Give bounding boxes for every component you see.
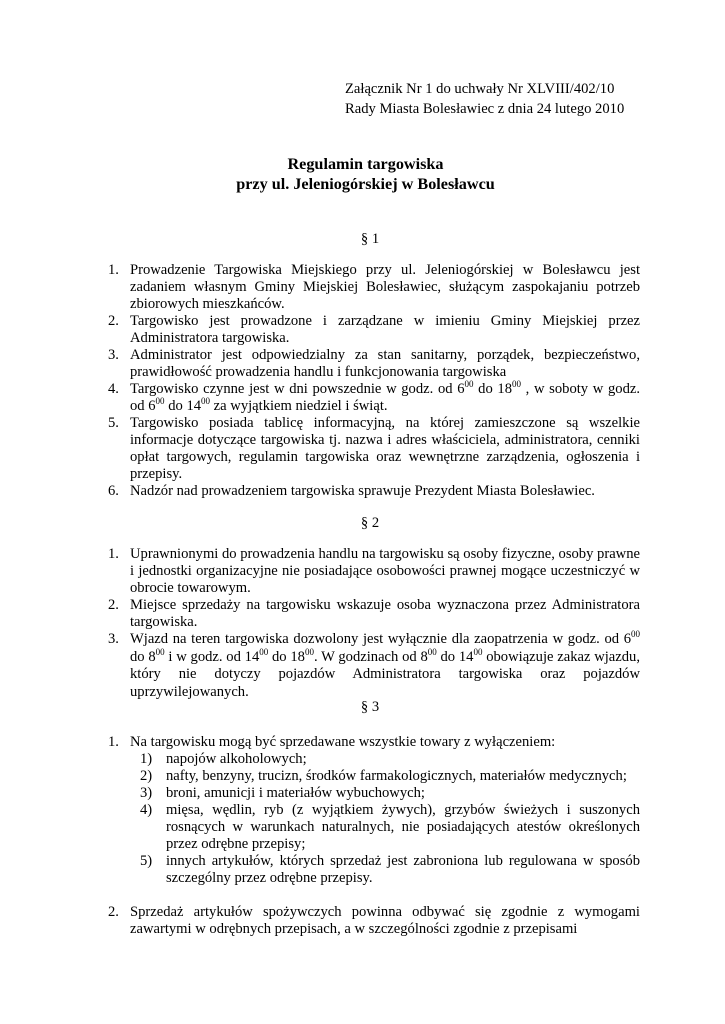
list-item [108,483,640,500]
list-item [108,734,640,887]
list-item [108,629,640,701]
item-number: 1. [108,734,119,750]
item-text: Miejsce sprzedaży na targowisku wskazuje osoba wyznaczona przez Administratora targowiska. [130,597,640,630]
sub-item-text: broni, amunicji i materiałów wybuchowych; [166,785,425,801]
item-text: Targowisko posiada tablicę informacyjną, na której zamieszczone są wszelkie informacje dotyczące targowiska tj. nazwa i adres właściciela, administratora, cenniki opłat targowych, regulamin targowiska oraz wewnętrzne zarządzenia, ogłoszenia i przepisy. [130,415,640,482]
section-1-heading: § 1 [360,231,380,247]
exclusion-list [130,751,640,887]
sub-list-item [130,802,640,853]
sub-item-text: nafty, benzyny, trucizn, środków farmakologicznych, materiałów medycznych; [166,768,627,784]
item-number: 2. [108,313,119,329]
item-text: Targowisko jest prowadzone i zarządzane w imieniu Gminy Miejskiej przez Administratora targowiska. [130,313,640,346]
item-number: 3. [108,347,119,363]
item-number: 6. [108,483,119,499]
section-3-list [108,734,640,938]
item-number: 3. [108,631,119,647]
sub-item-number: 1) [140,751,153,767]
sub-item-number: 5) [140,853,153,869]
sub-item-number: 2) [140,768,153,784]
item-number: 2. [108,597,119,613]
sub-list-item [130,853,640,887]
sub-item-text: mięsa, wędlin, ryb (z wyjątkiem żywych), grzybów świeżych i suszonych rosnących w warunkach naturalnych, nie posiadających atestów określonych przez odrębne przepisy; [166,802,640,852]
sub-item-number: 3) [140,785,153,801]
section-3-heading: § 3 [360,699,380,715]
sub-item-text: innych artykułów, których sprzedaż jest zabroniona lub regulowana w sposób szczególny przez odrębne przepisy. [166,853,640,886]
list-item [108,347,640,381]
section-1-list [108,262,640,500]
section-2-heading: § 2 [360,515,380,531]
document-title [0,154,725,194]
title-line-1: Regulamin targowiska [287,155,444,173]
title-line-2: przy ul. Jeleniogórskiej w Bolesławcu [236,175,495,193]
item-text: Targowisko czynne jest w dni powszednie w godz. od $6^{00}$ do $18^{00}$ , w soboty w godz. od $6^{00}$ do $14^{00}$ za wyjątkiem niedziel i świąt. [130,379,640,414]
item-text: Wjazd na teren targowiska dozwolony jest wyłącznie dla zaopatrzenia w godz. od $6^{00}$ do $8^{00}$ i w godz. od $14^{00}$ do $18^{00}$. W godzinach od $8^{00}$ do $14^{00}$ obowiązuje zakaz wjazdu, który nie dotyczy pojazdów Administratora targowiska oraz pojazdów uprzywilejowanych. [130,629,640,700]
list-item [108,262,640,313]
sub-list-item [130,785,640,802]
list-item [108,546,640,597]
item-number: 4. [108,381,119,397]
list-item [108,597,640,631]
list-item [108,415,640,483]
list-item [108,379,640,415]
attachment-line-2: Rady Miasta Bolesławiec z dnia 24 lutego 2010 [345,101,625,117]
item-text: Prowadzenie Targowiska Miejskiego przy ul. Jeleniogórskiej w Bolesławcu jest zadaniem własnym Gminy Miejskiej Bolesławiec, służącym zaspokajaniu potrzeb zbiorowych mieszkańców. [130,262,640,312]
item-text: Administrator jest odpowiedzialny za stan sanitarny, porządek, bezpieczeństwo, prawidłowość prowadzenia handlu i funkcjonowania targowiska [130,347,640,380]
item-text: Uprawnionymi do prowadzenia handlu na targowisku są osoby fizyczne, osoby prawne i jednostki organizacyjne nie posiadające osobowości prawnej mogące uczestniczyć w obrocie towarowym. [130,546,640,596]
section-2-list [108,546,640,701]
item-number: 1. [108,262,119,278]
item-text: Nadzór nad prowadzeniem targowiska sprawuje Prezydent Miasta Bolesławiec. [130,483,595,499]
attachment-note [345,79,624,119]
sub-list-item [130,768,640,785]
item-number: 2. [108,904,119,920]
list-item [108,904,640,938]
sub-list-item [130,751,640,768]
item-number: 5. [108,415,119,431]
item-text: Na targowisku mogą być sprzedawane wszystkie towary z wyłączeniem: [130,734,556,750]
item-text: Sprzedaż artykułów spożywczych powinna odbywać się zgodnie z wymogami zawartymi w odrębnych przepisach, a w szczególności zgodnie z przepisami [130,904,640,937]
item-number: 1. [108,546,119,562]
attachment-line-1: Załącznik Nr 1 do uchwały Nr XLVIII/402/10 [345,81,615,97]
sub-item-text: napojów alkoholowych; [166,751,307,767]
sub-item-number: 4) [140,802,153,818]
list-item [108,313,640,347]
